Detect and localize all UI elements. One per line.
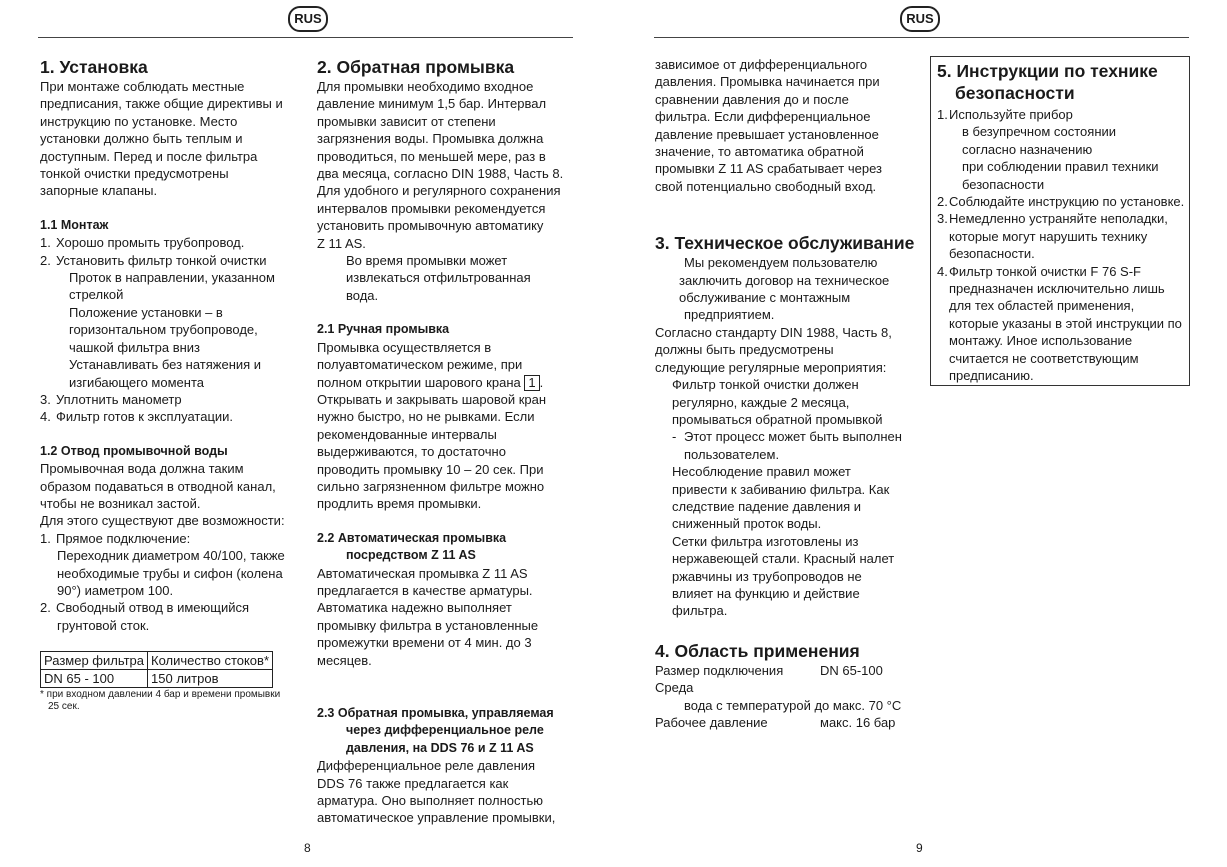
dash-bullet: - [672, 429, 677, 445]
table-row [41, 670, 273, 688]
text-line: необходимые трубы и сифон (колена [57, 565, 283, 581]
text-line: Сетки фильтра изготовлены из [672, 533, 859, 549]
list-number: 1. [40, 530, 51, 546]
spec-value: вода с температурой до макс. 70 °C [684, 697, 902, 713]
text-line: Промывка осуществляется в [317, 339, 492, 355]
measures [655, 376, 917, 428]
measures-cont [655, 463, 917, 620]
list-text: Используйте прибор [949, 107, 1073, 122]
text-line: зависимое от дифференциального [655, 57, 868, 72]
list-text: Прямое подключение: [56, 530, 191, 546]
table-cell: 150 литров [148, 670, 273, 688]
text-line: должны быть предусмотрены [655, 342, 834, 358]
text-line: рекомендованные интервалы [317, 426, 497, 442]
text-line: загрязнения воды. Промывка должна [317, 131, 544, 147]
header-rule-left [38, 37, 573, 38]
text-line: посредством Z 11 AS [346, 548, 476, 563]
text-line: безопасности [962, 176, 1045, 192]
text-line: промывки зависит от степени [317, 113, 496, 129]
text-line: согласно назначению [962, 141, 1093, 157]
text-line: Z 11 AS. [317, 235, 366, 251]
language-badge-left: RUS [288, 6, 328, 32]
list-text: Уплотнить манометр [56, 391, 182, 407]
text-line: давление минимум 1,5 бар. Интервал [317, 96, 547, 112]
text-line: предписанию. [949, 368, 1034, 384]
sublist [40, 269, 298, 391]
text-line: безопасности [955, 83, 1075, 103]
text-line: заключить договор на техническое [679, 272, 890, 288]
table-footnote [40, 689, 298, 713]
text-line: нержавеющей стали. Красный налет [672, 551, 895, 567]
text-line: вода. [346, 287, 379, 303]
text-line: следствие падение давления и [672, 498, 862, 514]
spec-value: DN 65-100 [820, 662, 883, 678]
text-line: образом подаваться в отводной канал, [40, 478, 276, 494]
text-line: следующие регулярные мероприятия: [655, 359, 887, 375]
subsection-title-differential [317, 705, 575, 757]
text-line: 5. Инструкции по технике [937, 61, 1158, 81]
header-rule-right [654, 37, 1189, 38]
text-line: влияет на функцию и действие [672, 585, 860, 601]
text-line: монтажу. Иное использование [949, 333, 1133, 349]
column-backwash [317, 56, 575, 827]
text-line: Проток в направлении, указанном [69, 270, 275, 286]
safety-box [930, 56, 1190, 386]
text-line: полуавтоматическом режиме, при [317, 357, 523, 373]
text-line: Положение установки – в [69, 304, 223, 320]
text-line: При монтаже соблюдать местные [40, 79, 245, 94]
text-line: Устанавливать без натяжения и [69, 357, 262, 373]
reference-box: 1 [524, 375, 539, 391]
text-line: грунтовой сток. [57, 617, 150, 633]
text-line: Несоблюдение правил может [672, 464, 851, 480]
text-line: Фильтр тонкой очистки должен [672, 377, 859, 393]
text-line: давление превышает установленное [655, 126, 879, 142]
list-text: Свободный отвод в имеющийся [56, 600, 250, 616]
subsection-title-automatic [317, 530, 575, 565]
text-line: через дифференциальное реле [346, 723, 544, 738]
text-line: фильтра. [672, 603, 728, 619]
spec-label: Размер подключения [655, 662, 784, 678]
list-number: 3. [40, 391, 51, 407]
list-text: Установить фильтр тонкой очистки [56, 252, 267, 268]
list-number: 1. [40, 235, 51, 251]
text-line: 2.3 Обратная промывка, управляемая [317, 706, 554, 720]
text-line: считается не соответствующим [949, 350, 1139, 366]
text-line: Для этого существуют две возможности: [40, 513, 285, 529]
note [317, 252, 575, 304]
list-text: Немедленно устраняйте неполадки, [949, 211, 1168, 227]
text-line: проводиться, по меньшей мере, раз в [317, 148, 546, 164]
text-line: ржавчины из трубопроводов не [672, 568, 862, 584]
text-line: при соблюдении правил техники [962, 159, 1159, 175]
text-line: горизонтальном трубопроводе, [69, 322, 258, 338]
text-line: значение, то автоматика обратной [655, 144, 864, 160]
text-line: арматура. Оно выполняет полностью [317, 793, 543, 809]
text-line: автоматическое управление промывки, [317, 810, 556, 826]
text-line: регулярно, каждые 2 месяца, [672, 394, 850, 410]
list-text: Хорошо промыть трубопровод. [56, 235, 245, 251]
text-line: Открывать и закрывать шаровой кран [317, 391, 547, 407]
text-line: промывки Z 11 AS срабатывает через [655, 161, 882, 177]
text-line: инструкцию по установке. Место [40, 113, 238, 129]
text-line: Для удобного и регулярного сохранения [317, 183, 561, 199]
text-line: которые могут нарушить технику [949, 228, 1148, 244]
text-line: проводить промывку 10 – 20 сек. При [317, 461, 544, 477]
list-number: 3. [937, 211, 948, 227]
list-text: Этот процесс может быть выполнен [684, 429, 902, 445]
text-line: Согласно стандарту DIN 1988, Часть 8, [655, 324, 892, 340]
text-line: привести к забиванию фильтра. Как [672, 481, 890, 497]
text-line: промывку фильтра в установленные [317, 617, 539, 633]
list-text: Соблюдайте инструкцию по установке. [949, 194, 1185, 210]
text-line: стрелкой [69, 287, 124, 303]
text-line: изгибающего момента [69, 374, 204, 390]
list-item [937, 193, 1195, 210]
text-line: предприятием. [684, 307, 775, 323]
text-line: извлекаться отфильтрованная [346, 270, 531, 286]
column-installation [40, 56, 298, 713]
section-title-installation: 1. Установка [40, 57, 148, 77]
text-line: для тех областей применения, [949, 298, 1135, 314]
text-line: установить промывочную автоматику [317, 218, 544, 234]
list-item [40, 530, 298, 547]
text-line: Автоматическая промывка Z 11 AS [317, 565, 528, 581]
sublist [937, 123, 1195, 193]
text-line: Во время промывки может [346, 253, 508, 269]
sublist [40, 547, 298, 599]
text-line: 2.2 Автоматическая промывка [317, 530, 507, 545]
text-span: полном открытии шарового крана [317, 374, 521, 390]
list-number: 1. [937, 107, 948, 122]
section-title-maintenance: 3. Техническое обслуживание [655, 233, 915, 254]
table-header-cell: Размер фильтра [41, 652, 148, 670]
text-line: пользователем. [684, 446, 780, 462]
text-line: месяцев. [317, 652, 372, 668]
list-item [40, 391, 298, 408]
text-line: Автоматика надежно выполняет [317, 600, 512, 616]
text-line: безопасности. [949, 246, 1035, 262]
list-number: 4. [40, 409, 51, 425]
text-line: сравнении давления до и после [655, 91, 849, 107]
text-span: . [539, 374, 544, 390]
text-line: фильтра. Если дифференциальное [655, 109, 871, 125]
safety-content [931, 57, 1195, 385]
text-line: Для промывки необходимо входное [317, 79, 534, 94]
text-line: запорные клапаны. [40, 183, 158, 199]
text-line: интервалов промывки рекомендуется [317, 200, 546, 216]
list-item [937, 106, 1195, 123]
intro-text [40, 78, 298, 200]
drain-table [40, 651, 273, 688]
text-line: давления, на DDS 76 и Z 11 AS [346, 740, 534, 755]
text-line: 90°) иаметром 100. [57, 582, 174, 598]
page-number-right: 9 [916, 841, 923, 855]
text-line: обслуживание с монтажным [679, 290, 851, 306]
recommendation [655, 254, 917, 324]
spec-label: Рабочее давление [655, 715, 768, 730]
table-cell: DN 65 - 100 [41, 670, 148, 688]
text-line: два месяца, согласно DIN 1988, Часть 8. [317, 166, 564, 182]
text-line: Промывочная вода должна таким [40, 461, 244, 477]
list-number: 2. [40, 600, 51, 616]
list-item [40, 408, 298, 425]
table-header-row [41, 652, 273, 670]
column-maintenance [655, 56, 917, 731]
list-item [40, 252, 298, 269]
text-line: давления. Промывка начинается при [655, 74, 880, 90]
text-line: * при входном давлении 4 бар и времени промывки [40, 689, 281, 701]
list-cont [937, 228, 1195, 263]
text-line: чашкой фильтра вниз [69, 339, 201, 355]
text-line: промежутки времени от 4 мин. до 3 [317, 635, 532, 651]
text-line: продлить время промывки. [317, 496, 482, 512]
subsection-title-mounting: 1.1 Монтаж [40, 217, 109, 232]
list-text: Фильтр готов к эксплуатации. [56, 409, 234, 425]
spec-row [655, 662, 917, 679]
spec-label: Среда [655, 680, 694, 696]
text-line: DDS 76 также предлагается как [317, 775, 509, 791]
list-item [40, 599, 298, 616]
text-line: предлагается в качестве арматуры. [317, 582, 533, 598]
dash-item [655, 428, 917, 445]
language-badge-right: RUS [900, 6, 940, 32]
text-line: свой потенциально свободный вход. [655, 178, 877, 194]
text-line: нужно быстро, но не рывками. Если [317, 409, 535, 425]
text-line: Переходник диаметром 40/100, также [57, 548, 285, 564]
list-number: 2. [937, 194, 948, 210]
list-number: 4. [937, 263, 948, 279]
page-number-left: 8 [304, 841, 311, 855]
spec-row [655, 714, 917, 731]
text-line: тонкой очистки предусмотрены [40, 166, 229, 182]
text-line: предназначен исключительно лишь [949, 281, 1165, 297]
text-line: в безупречном состоянии [962, 124, 1117, 140]
text-line: Дифференциальное реле давления [317, 758, 536, 774]
text-line: предписания, также общие директивы и [40, 96, 283, 112]
list-cont [937, 280, 1195, 384]
text-line: сильно загрязненном фильтре можно [317, 478, 545, 494]
text-line: установки должно быть теплым и [40, 131, 243, 147]
list-text: Фильтр тонкой очистки F 76 S-F [949, 263, 1141, 279]
list-item [937, 210, 1195, 227]
text-line [317, 374, 575, 391]
spec-value: макс. 16 бар [820, 715, 896, 730]
text-line: которые указаны в этой инструкции по [949, 315, 1182, 331]
text-line: промываться обратной промывкой [672, 411, 883, 427]
text-line: сниженный проток воды. [672, 516, 822, 532]
section-title-backwash: 2. Обратная промывка [317, 57, 515, 77]
text-line: чтобы не возникал застой. [40, 495, 201, 511]
list-item [40, 234, 298, 251]
text-line: доступным. Перед и после фильтра [40, 148, 258, 164]
text-line: выдерживаются, то достаточно [317, 444, 506, 460]
list-item [937, 263, 1195, 280]
subsection-title-manual: 2.1 Ручная промывка [317, 322, 450, 337]
section-title-application: 4. Область применения [655, 640, 860, 661]
list-number: 2. [40, 252, 51, 268]
text-line: 25 сек. [48, 701, 80, 713]
subsection-title-drain: 1.2 Отвод промывочной воды [40, 443, 228, 458]
section-title-safety [937, 60, 1195, 104]
text-line: Мы рекомендуем пользователю [684, 255, 878, 271]
table-header-cell: Количество стоков* [148, 652, 273, 670]
